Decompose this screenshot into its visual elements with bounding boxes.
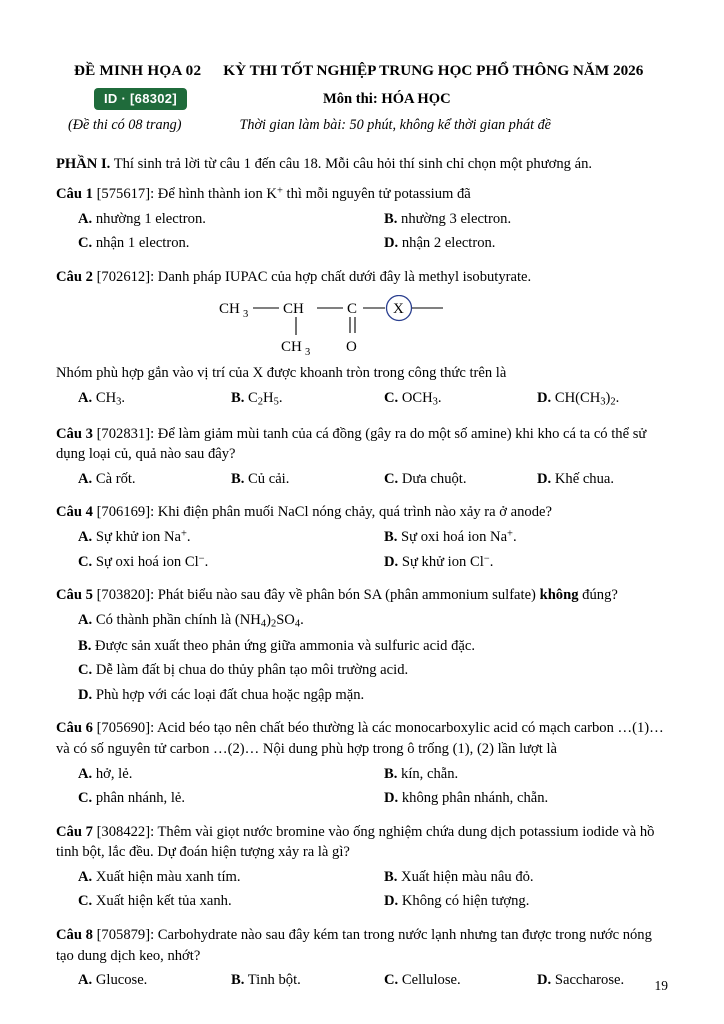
option-2b-mid: H [263, 390, 274, 407]
option-6d-letter: D. [384, 790, 399, 807]
question-4-options [56, 527, 668, 576]
option-5d-text: Phù hợp với các loại đất chua hoặc ngập mặn. [92, 686, 365, 703]
option-6d[interactable] [362, 788, 668, 808]
option-2a-letter: A. [78, 390, 93, 407]
option-5b-letter: B. [78, 637, 92, 654]
option-1c-letter: C. [78, 235, 93, 252]
option-1a-letter: A. [78, 210, 93, 227]
option-7c-letter: C. [78, 893, 93, 910]
option-4d[interactable] [362, 552, 668, 572]
option-4a[interactable] [56, 527, 362, 547]
option-5a-text: Có thành phần chính là (NH [92, 611, 261, 628]
svg-text:3: 3 [305, 347, 311, 358]
question-6-code: [705690]: [96, 720, 155, 737]
question-4-label: Câu 4 [56, 504, 93, 521]
part-one-instructions [56, 154, 668, 175]
option-6c-letter: C. [78, 790, 93, 807]
option-3a[interactable] [56, 469, 209, 489]
id-badge: ID · [68302] [94, 88, 187, 110]
option-4b-sup: + [507, 528, 513, 540]
exam-subject: Môn thi: HÓA HỌC [322, 90, 451, 107]
exam-header-middle [56, 88, 668, 110]
question-8 [56, 925, 668, 966]
page-number: 19 [654, 978, 668, 993]
option-7d-letter: D. [384, 893, 399, 910]
option-4c-letter: C. [78, 553, 93, 570]
exam-header-top [56, 62, 668, 80]
option-6c[interactable] [56, 788, 362, 808]
svg-text:CH: CH [283, 301, 304, 318]
question-6-options [56, 764, 668, 813]
svg-text:O: O [346, 339, 357, 356]
question-1-label: Câu 1 [56, 186, 93, 203]
option-2c-letter: C. [384, 390, 399, 407]
option-2d-text: CH(CH [554, 390, 601, 407]
option-8b-letter: B. [231, 972, 245, 989]
question-5-text-a: Phát biểu nào sau đây về phân bón SA (phân ammonium sulfate) [154, 586, 540, 603]
option-1b-text: nhường 3 electron. [397, 210, 512, 227]
option-5c-text: Dễ làm đất bị chua do thủy phân tạo môi trường acid. [92, 662, 409, 679]
question-5-text-b: đúng? [578, 586, 618, 603]
option-3b[interactable] [209, 469, 362, 489]
structural-formula-figure [56, 295, 668, 357]
option-7a-text: Xuất hiện màu xanh tím. [92, 868, 241, 885]
option-3a-text: Cà rốt. [92, 470, 136, 487]
question-6-label: Câu 6 [56, 720, 93, 737]
svg-text:3: 3 [243, 309, 249, 321]
option-5c[interactable] [56, 660, 668, 680]
option-8c[interactable] [362, 970, 515, 990]
option-8a-letter: A. [78, 972, 93, 989]
option-3c-text: Dưa chuột. [398, 470, 467, 487]
option-8c-letter: C. [384, 972, 399, 989]
option-5a-letter: A. [78, 611, 93, 628]
question-1-code: [575617]: [96, 186, 155, 203]
option-2d-sub2: 2 [610, 396, 616, 408]
option-2b-sub1: 2 [257, 396, 264, 408]
option-4d-letter: D. [384, 553, 399, 570]
question-6 [56, 718, 668, 759]
option-2d-sub1: 3 [600, 396, 606, 408]
option-4a-text: Sự khử ion Na [92, 529, 181, 546]
question-2-code: [702612]: [96, 268, 155, 285]
page-content [56, 62, 668, 995]
question-1-superscript: + [276, 185, 283, 197]
option-5d[interactable] [56, 685, 668, 705]
option-8b-text: Tinh bột. [244, 972, 301, 989]
option-8d[interactable] [515, 970, 668, 990]
question-5-options [56, 610, 668, 710]
question-4 [56, 502, 668, 523]
option-3c-letter: C. [384, 470, 399, 487]
option-8c-text: Cellulose. [398, 972, 461, 989]
option-6a-text: hở, lẻ. [92, 765, 133, 782]
option-4a-sup: + [181, 528, 187, 540]
option-5a-tail: . [300, 611, 304, 628]
option-1a-text: nhường 1 electron. [92, 210, 206, 227]
option-7a[interactable] [56, 867, 362, 887]
option-5a-mid: ) [266, 611, 271, 628]
question-7-text: Thêm vài giọt nước bromine vào ống nghiệm chứa dung dịch potassium iodide và hồ tinh bột, lắc đều. Dự đoán hiện tượng xảy ra là gì? [56, 823, 655, 861]
option-7c[interactable] [56, 891, 362, 911]
option-8d-letter: D. [537, 972, 552, 989]
option-6c-text: phân nhánh, lẻ. [92, 790, 186, 807]
svg-text:X: X [393, 301, 404, 318]
option-2c-tail: . [437, 390, 442, 407]
option-2d-letter: D. [537, 390, 552, 407]
option-2d-mid: ) [605, 390, 611, 407]
structural-formula-svg [217, 295, 507, 357]
question-5-emphasis: không [539, 586, 579, 603]
question-5-code: [703820]: [96, 586, 155, 603]
exam-title: KỲ THI TỐT NGHIỆP TRUNG HỌC PHỔ THÔNG NĂM 2026 [223, 62, 644, 79]
question-3-code: [702831]: [96, 425, 155, 442]
option-2a-sub: 3 [116, 396, 122, 408]
option-2b-tail: . [278, 390, 283, 407]
option-5a[interactable] [56, 610, 668, 632]
option-4c-text: Sự oxi hoá ion Cl [92, 553, 199, 570]
option-5a-sub1: 4 [260, 618, 267, 630]
question-6-text: Acid béo tạo nên chất béo thường là các monocarboxylic acid có mạch carbon …(1)… và có số nguyên tử carbon …(2)… Nội dung phù hợp trong ô trống (1), (2) lần lượt là [56, 720, 664, 757]
question-8-options [56, 970, 668, 994]
option-8d-text: Saccharose. [551, 972, 625, 989]
question-5-label: Câu 5 [56, 586, 93, 603]
question-7-options [56, 867, 668, 916]
option-4b-tail: . [512, 529, 517, 546]
option-7b[interactable] [362, 867, 668, 887]
option-4b-letter: B. [384, 529, 398, 546]
option-6a-letter: A. [78, 765, 93, 782]
option-4c-sup: − [198, 552, 205, 564]
question-4-code: [706169]: [96, 504, 155, 521]
option-5a-sub2: 2 [270, 618, 277, 630]
question-1-text-b: thì mỗi nguyên tử potassium đã [282, 186, 471, 203]
option-7d[interactable] [362, 891, 668, 911]
question-2-options [56, 388, 668, 414]
question-1-options [56, 209, 668, 258]
option-3c[interactable] [362, 469, 515, 489]
option-7b-text: Xuất hiện màu nâu đỏ. [397, 868, 534, 885]
question-5 [56, 585, 668, 606]
option-8a-text: Glucose. [92, 972, 148, 989]
option-4d-text: Sự khử ion Cl [398, 553, 484, 570]
option-2b[interactable] [209, 388, 362, 410]
option-5a-mid2: SO [276, 611, 295, 628]
question-1-text-a: Để hình thành ion K [154, 186, 277, 203]
option-1d-letter: D. [384, 235, 399, 252]
option-8b[interactable] [209, 970, 362, 990]
option-4c[interactable] [56, 552, 362, 572]
option-5c-letter: C. [78, 662, 93, 679]
option-6b-letter: B. [384, 765, 398, 782]
exam-timing: Thời gian làm bài: 50 phút, không kể thời gian phát đề [239, 117, 551, 133]
option-1c-text: nhận 1 electron. [92, 235, 190, 252]
option-4c-tail: . [204, 553, 209, 570]
question-4-text: Khi điện phân muối NaCl nóng chảy, quá trình nào xảy ra ở anode? [154, 504, 552, 521]
option-7d-text: Không có hiện tượng. [398, 893, 530, 910]
option-6b[interactable] [362, 764, 668, 784]
option-2c[interactable] [362, 388, 515, 410]
option-3a-letter: A. [78, 470, 93, 487]
option-2a-text: CH [95, 390, 117, 407]
option-6b-text: kín, chẵn. [397, 765, 459, 782]
option-7c-text: Xuất hiện kết tủa xanh. [92, 893, 232, 910]
exam-header-bottom [56, 117, 668, 134]
option-4b-text: Sự oxi hoá ion Na [397, 529, 508, 546]
option-5d-letter: D. [78, 686, 93, 703]
option-3d-letter: D. [537, 470, 552, 487]
svg-text:CH: CH [219, 301, 240, 318]
option-3d-text: Khế chua. [551, 470, 615, 487]
svg-text:CH: CH [281, 339, 302, 356]
option-3b-letter: B. [231, 470, 245, 487]
question-1 [56, 184, 668, 205]
option-6d-text: không phân nhánh, chẵn. [398, 790, 549, 807]
option-7b-letter: B. [384, 868, 398, 885]
svg-text:C: C [347, 301, 358, 318]
question-2-text: Danh pháp IUPAC của hợp chất dưới đây là methyl isobutyrate. [154, 268, 532, 285]
option-2b-text: C [248, 390, 258, 407]
option-5a-sub3: 4 [294, 618, 301, 630]
exam-code: ĐỀ MINH HỌA 02 [74, 62, 202, 79]
question-3-label: Câu 3 [56, 425, 93, 442]
option-5b[interactable] [56, 636, 668, 656]
option-2b-letter: B. [231, 390, 245, 407]
option-2c-text: OCH [401, 390, 433, 407]
question-7-label: Câu 7 [56, 823, 93, 840]
option-6a[interactable] [56, 764, 362, 784]
option-4b[interactable] [362, 527, 668, 547]
option-3b-text: Củ cải. [244, 470, 290, 487]
option-1b[interactable] [362, 209, 668, 229]
part-one-text: Thí sinh trả lời từ câu 1 đến câu 18. Mỗi câu hỏi thí sinh chỉ chọn một phương án. [110, 156, 593, 172]
option-2c-sub: 3 [432, 396, 438, 408]
question-8-label: Câu 8 [56, 926, 93, 943]
option-8a[interactable] [56, 970, 209, 990]
question-2-prompt: Nhóm phù hợp gắn vào vị trí của X được khoanh tròn trong công thức trên là [56, 365, 507, 382]
question-3-options [56, 469, 668, 493]
option-1d-text: nhận 2 electron. [398, 235, 496, 252]
question-7-code: [308422]: [96, 823, 155, 840]
option-4a-letter: A. [78, 529, 93, 546]
option-3d[interactable] [515, 469, 668, 489]
option-7a-letter: A. [78, 868, 93, 885]
option-2b-sub2: 5 [273, 396, 279, 408]
option-1a[interactable] [56, 209, 362, 229]
question-8-text: Carbohydrate nào sau đây kém tan trong nước lạnh nhưng tan được trong nước nóng tạo dung dịch keo, nhớt? [56, 926, 652, 964]
question-2 [56, 267, 668, 288]
option-1b-letter: B. [384, 210, 398, 227]
option-4a-tail: . [186, 529, 191, 546]
question-3 [56, 424, 668, 465]
option-2a-tail: . [121, 390, 126, 407]
option-2a[interactable] [56, 388, 209, 410]
question-8-code: [705879]: [96, 926, 155, 943]
option-2d[interactable] [515, 388, 668, 410]
option-2d-tail: . [615, 390, 620, 407]
option-4d-sup: − [483, 552, 490, 564]
option-4d-tail: . [489, 553, 494, 570]
part-one-label: PHẦN I. [56, 156, 111, 172]
exam-page-count: (Đề thi có 08 trang) [68, 117, 182, 133]
question-2-label: Câu 2 [56, 268, 93, 285]
question-7 [56, 822, 668, 863]
option-1d[interactable] [362, 233, 668, 253]
option-1c[interactable] [56, 233, 362, 253]
option-5b-text: Được sản xuất theo phản ứng giữa ammonia và sulfuric acid đặc. [91, 637, 475, 654]
question-3-text: Để làm giảm mùi tanh của cá đồng (gây ra do một số amine) khi kho cá ta có thể sử dụng loại củ, quả nào sau đây? [56, 425, 647, 463]
